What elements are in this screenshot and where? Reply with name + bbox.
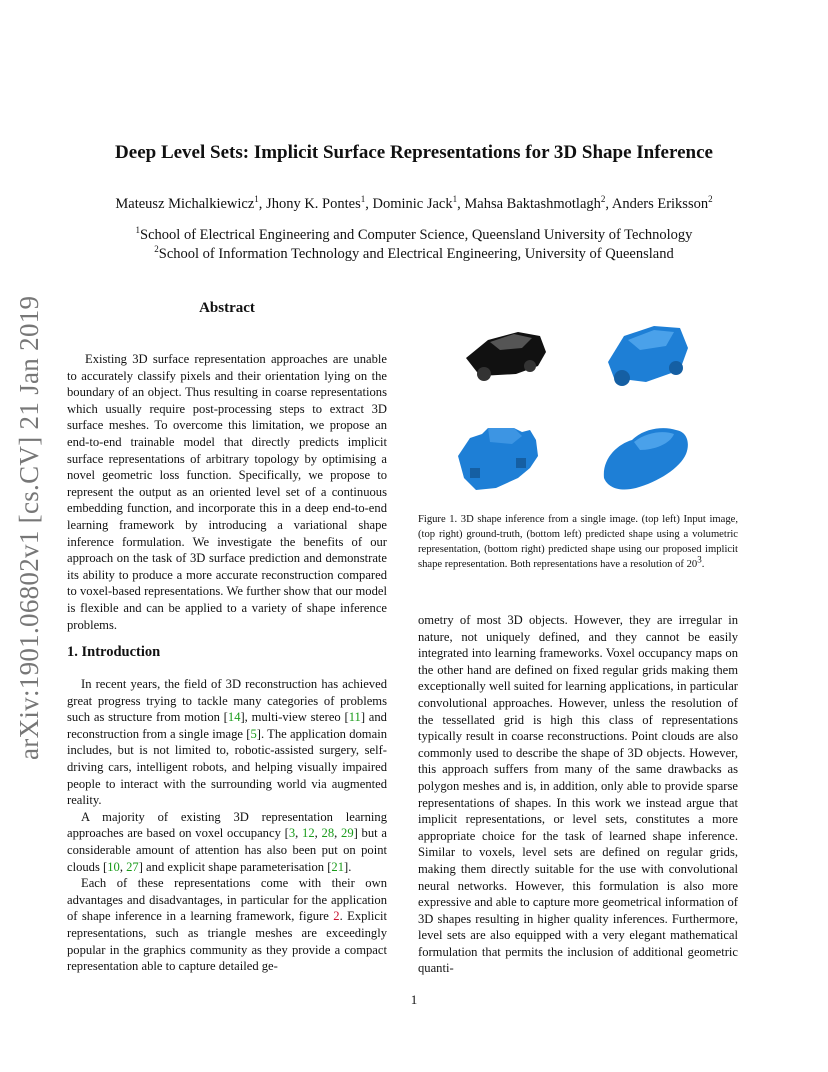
text-run: , — [119, 859, 127, 874]
author-affiliation-mark: 1 — [360, 194, 366, 205]
affiliation — [0, 226, 828, 245]
text-run: ] and reconstruction from a single image [ — [67, 710, 387, 741]
citation-link[interactable]: 11 — [348, 710, 361, 725]
intro-paragraph — [67, 875, 387, 975]
intro-paragraph — [67, 809, 387, 875]
affiliation — [0, 245, 828, 264]
page-number: 1 — [410, 992, 418, 1007]
text-run: ], multi-view stereo [ — [240, 710, 349, 725]
text-run: A majority of existing 3D representation learning approaches are based on voxel occupancy [ — [67, 809, 387, 841]
abstract-heading: Abstract — [199, 300, 255, 316]
citation-link[interactable]: 28 — [321, 826, 335, 841]
text-run: ]. The application domain includes, but is not limited to, robotic-assisted surgery, self-driving cars, intelligent robots, and helping visually impaired people to interact with the surrounding world via augmented reality. — [67, 726, 387, 808]
author-name: Mateusz Michalkiewicz — [115, 196, 255, 212]
text-run: In recent years, the field of 3D reconstruction has achieved great progress trying to tackle many categories of problems such as structure from motion [ — [67, 677, 387, 725]
caption-text: Figure 1. 3D shape inference from a single image. (top left) Input image, (top right) ground-truth, (bottom left) predicted shape using a volumetric representation, (bottom right) predicted shape using our proposed implicit shape representation. Both representations have a resolution of 20 — [418, 514, 738, 570]
arxiv-identifier: arXiv:1901.06802v1 [cs.CV] 21 Jan 2019 — [14, 295, 44, 760]
text-run: Each of these representations come with their own advantages and disadvantages, in particular for the application of shape inference in a learning framework, figure — [67, 876, 387, 924]
ground-truth-car — [608, 326, 688, 386]
caption-superscript: 3 — [697, 554, 702, 565]
author-name: Jhony K. Pontes — [266, 196, 361, 212]
affiliation-list — [0, 226, 828, 264]
citation-link[interactable]: 5 — [250, 726, 257, 741]
text-run: , — [314, 826, 322, 841]
input-image-car — [466, 332, 546, 381]
abstract-body — [67, 351, 387, 633]
citation-link[interactable]: 29 — [341, 826, 354, 841]
paper-title: Deep Level Sets: Implicit Surface Representations for 3D Shape Inference — [115, 142, 713, 163]
abstract-text: Existing 3D surface representation approaches are unable to accurately classify pixels and their orientation lying on the boundary of an object. Thus resulting in coarse representations which usually require post-processing steps to extract 3D surface meshes. To overcome this limitation, we propose an end-to-end trainable model that directly predicts implicit surface representations of arbitrary topology by optimising a novel geometric loss function. Specifically, we propose to represent the output as an oriented level set of a continuous embedding function, and incorporate this in a deep end-to-end learning framework by introducing a variational shape inference formulation. We investigate the benefits of our approach on the task of 3D surface prediction and demonstrate its ability to produce a more accurate reconstruction compared to voxel-based representations. We further show that our model is flexible and can be applied to a variety of shape inference problems. — [67, 352, 387, 632]
introduction-right-column — [418, 612, 738, 977]
author-name: Anders Eriksson — [611, 196, 709, 212]
text-run: ] but a considerable amount of attention has also been put on point clouds [ — [67, 826, 387, 874]
figure-1-images — [418, 318, 738, 508]
author-name: Mahsa Baktashmotlagh — [464, 196, 601, 212]
affiliation-text: School of Electrical Engineering and Computer Science, Queensland University of Technology — [140, 227, 693, 243]
citation-link[interactable]: 3 — [288, 826, 296, 841]
figure-1-caption — [418, 512, 738, 572]
author-affiliation-mark: 1 — [254, 194, 259, 205]
text-run: ]. — [344, 859, 352, 874]
implicit-prediction-car — [604, 428, 688, 489]
introduction-left-column — [67, 676, 387, 975]
author-affiliation-mark: 2 — [708, 194, 713, 205]
citation-link[interactable]: 14 — [227, 710, 241, 725]
author-name: Dominic Jack — [372, 196, 453, 212]
voxel-prediction-car — [458, 428, 538, 490]
text-run: . Explicit representations, such as triangle meshes are exceedingly popular in the graphics community as they provide a compact representation able to capture detailed ge- — [67, 909, 387, 974]
affiliation-number: 2 — [154, 244, 159, 255]
affiliation-text: School of Information Technology and Electrical Engineering, University of Queensland — [158, 246, 674, 262]
citation-link[interactable]: 10 — [107, 859, 120, 874]
figure-1 — [418, 318, 738, 508]
affiliation-number: 1 — [135, 225, 141, 236]
text-run: , — [295, 826, 303, 841]
author-list: Mateusz Michalkiewicz$^1$, Jhony K. Pontes$^1$, Dominic Jack$^1$, Mahsa Baktashmotlagh$^2$, Anders Eriksson$^2$ — [115, 194, 713, 212]
caption-text: . — [701, 559, 705, 570]
intro-continuation: ometry of most 3D objects. However, they are irregular in nature, not uniquely defined, and they cannot be easily integrated into learning frameworks. Voxel occupancy maps on the other hand are defined on fixed regular grids making them exceptionally well suited for learning applications, in particular convolutional approaches. However, unless the resolution of the tessellated grid is high this class of representations typically result in coarse reconstructions. Point clouds are also commonly used to describe the shape of 3D objects. However, this approach suffers from many of the same drawbacks as polygon meshes and is, in addition, only able to provide sparse representations of shapes. In this work we instead argue that implicit representations, or level sets, constitutes a more appropriate choice for the task of learned shape inference. Similar to voxels, level sets are defined on regular grids, making them directly suitable for the use with convolutional neural networks. However, this formulation is also more expressive and able to capture more geometrical information of 3D shapes resulting in higher quality inferences. Furthermore, level sets are also equipped with a very elegant mathematical formulation that permits the inclusion of additional geometric quanti- — [418, 613, 738, 976]
author-affiliation-mark: 2 — [600, 194, 606, 205]
section-heading: 1. Introduction — [67, 644, 161, 660]
text-run: ] and explicit shape parameterisation [ — [138, 859, 332, 874]
citation-link[interactable]: 12 — [302, 826, 315, 841]
author-affiliation-mark: 1 — [452, 194, 458, 205]
figure-reference-link[interactable]: 2 — [333, 909, 340, 924]
citation-link[interactable]: 27 — [126, 859, 139, 874]
citation-link[interactable]: 21 — [331, 859, 344, 874]
text-run: , — [334, 826, 342, 841]
intro-paragraph — [67, 676, 387, 809]
